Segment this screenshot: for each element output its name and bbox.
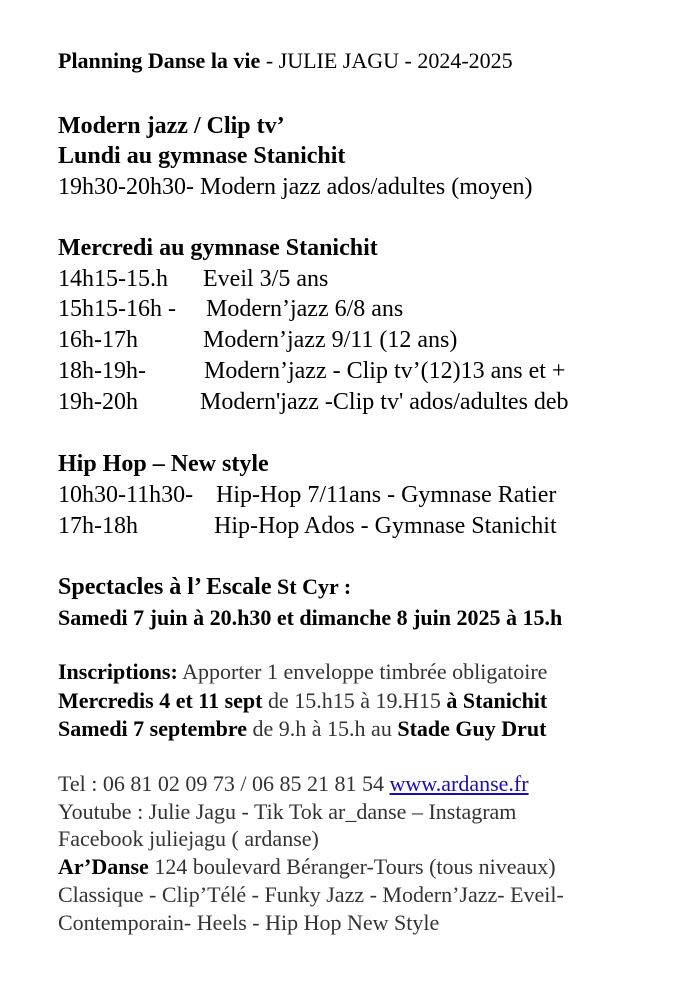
- contact-socials: Youtube : Julie Jagu - Tik Tok ar_danse – Instagram: [58, 799, 517, 824]
- inscriptions-line: [58, 661, 547, 683]
- row-time: 14h15-15.h: [58, 266, 168, 292]
- row-desc: Modern’jazz 6/8 ans: [206, 296, 404, 322]
- inscriptions-wednesday: [58, 690, 547, 712]
- row-desc: Modern’jazz - Clip tv’(12)13 ans et +: [204, 358, 566, 384]
- contact-phone: [58, 773, 529, 795]
- wednesday-row: [58, 267, 668, 293]
- inscriptions-wednesday-dates: Mercredis 4 et 11 sept: [58, 688, 263, 713]
- wednesday-heading: Mercredi au gymnase Stanichit: [58, 235, 378, 261]
- inscriptions-wednesday-hours: de 15.h15 à 19.H15: [262, 688, 447, 713]
- website-link[interactable]: www.ardanse.fr: [389, 771, 529, 796]
- shows-dates: Samedi 7 juin à 20.h30 et dimanche 8 juin 2025 à 15.h: [58, 605, 563, 630]
- inscriptions-saturday: [58, 718, 546, 740]
- page-title: [58, 50, 513, 72]
- title-rest: - JULIE JAGU - 2024-2025: [260, 48, 513, 73]
- hiphop-heading: Hip Hop – New style: [58, 451, 269, 477]
- inscriptions-label: Inscriptions:: [58, 659, 178, 684]
- row-time: 16h-17h: [58, 327, 138, 353]
- row-desc: Modern'jazz -Clip tv' ados/adultes deb: [200, 389, 569, 415]
- wednesday-row: [58, 359, 668, 385]
- wednesday-row: [58, 297, 668, 323]
- row-time: 15h15-16h -: [58, 296, 176, 322]
- row-time: 17h-18h: [58, 513, 138, 539]
- hiphop-row: [58, 483, 668, 509]
- monday-heading: Lundi au gymnase Stanichit: [58, 143, 346, 169]
- styles-line-2: Contemporain- Heels - Hip Hop New Style: [58, 910, 440, 935]
- inscriptions-text: Apporter 1 enveloppe timbrée obligatoire: [177, 659, 548, 684]
- row-desc: Hip-Hop Ados - Gymnase Stanichit: [214, 513, 557, 539]
- title-bold: Planning Danse la vie: [58, 48, 261, 73]
- contact-facebook: Facebook juliejagu ( ardanse): [58, 826, 319, 851]
- styles-line-1: Classique - Clip’Télé - Funky Jazz - Modern’Jazz- Eveil-: [58, 882, 564, 907]
- monday-class: 19h30-20h30- Modern jazz ados/adultes (moyen): [58, 174, 533, 200]
- phone-numbers: Tel : 06 81 02 09 73 / 06 85 21 81 54: [58, 771, 390, 796]
- wednesday-row: [58, 390, 668, 416]
- row-time: 19h-20h: [58, 389, 138, 415]
- school-address: [58, 856, 556, 878]
- inscriptions-saturday-place: Stade Guy Drut: [397, 716, 547, 741]
- shows-heading: [58, 575, 351, 599]
- row-desc: Hip-Hop 7/11ans - Gymnase Ratier: [216, 482, 557, 508]
- row-time: 18h-19h-: [58, 358, 146, 384]
- row-time: 10h30-11h30-: [58, 482, 194, 508]
- hiphop-row: [58, 514, 668, 540]
- school-address-text: 124 boulevard Béranger-Tours (tous niveaux): [148, 854, 556, 879]
- inscriptions-saturday-hours: de 9.h à 15.h au: [247, 716, 398, 741]
- modern-jazz-heading: Modern jazz / Clip tv’: [58, 113, 285, 139]
- shows-heading-bold: Spectacles à l’ Escale: [58, 574, 272, 600]
- inscriptions-wednesday-place: à Stanichit: [446, 688, 548, 713]
- school-name: Ar’Danse: [58, 854, 149, 879]
- row-desc: Eveil 3/5 ans: [203, 266, 329, 292]
- shows-heading-small: St Cyr :: [271, 574, 352, 599]
- inscriptions-saturday-date: Samedi 7 septembre: [58, 716, 248, 741]
- wednesday-row: [58, 328, 668, 354]
- row-desc: Modern’jazz 9/11 (12 ans): [203, 327, 458, 353]
